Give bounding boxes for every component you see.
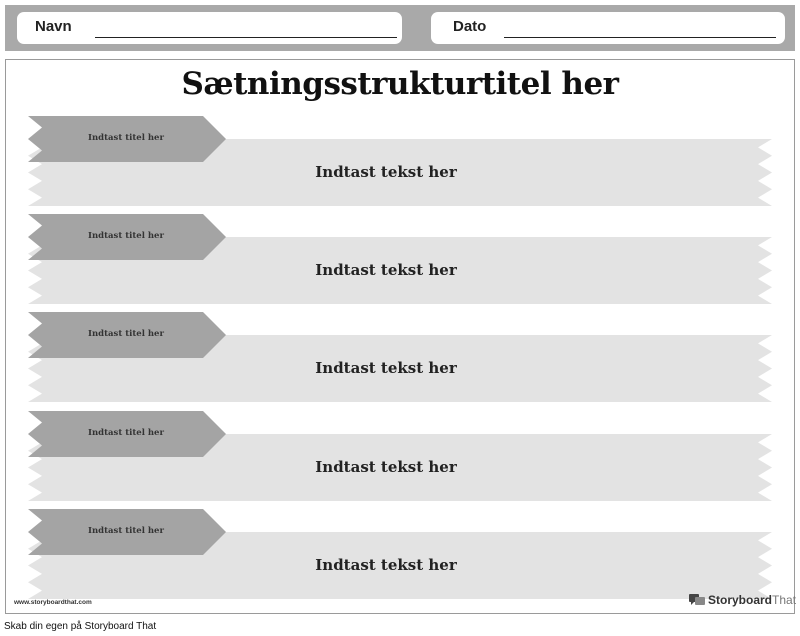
row-title-label[interactable]: Indtast titel her	[88, 231, 164, 241]
sentence-row	[28, 116, 772, 208]
row-body-text[interactable]: Indtast tekst her	[315, 458, 457, 476]
footer-url: www.storyboardthat.com	[14, 599, 92, 606]
row-body-text[interactable]: Indtast tekst her	[315, 261, 457, 279]
row-graphic	[28, 116, 772, 208]
date-label: Dato	[453, 18, 487, 35]
worksheet-title[interactable]: Sætningsstrukturtitel her	[181, 66, 619, 102]
logo-text-storyboard: Storyboard	[708, 593, 773, 607]
row-title-label[interactable]: Indtast titel her	[88, 428, 164, 438]
speech-bubble-icon	[689, 594, 705, 606]
sentence-row	[28, 509, 772, 601]
bottom-credit: Skab din egen på Storyboard That	[4, 621, 157, 632]
row-body-text[interactable]: Indtast tekst her	[315, 359, 457, 377]
date-field[interactable]	[431, 12, 785, 44]
date-line	[504, 37, 776, 38]
storyboardthat-logo	[689, 593, 796, 607]
name-field[interactable]	[17, 12, 402, 44]
row-graphic	[28, 411, 772, 503]
sentence-row	[28, 411, 772, 503]
logo-text-that: That	[772, 593, 797, 607]
sentence-row	[28, 312, 772, 404]
row-title-label[interactable]: Indtast titel her	[88, 329, 164, 339]
row-body-text[interactable]: Indtast tekst her	[315, 556, 457, 574]
name-label: Navn	[35, 18, 72, 35]
header-bar	[5, 5, 795, 51]
row-title-label[interactable]: Indtast titel her	[88, 526, 164, 536]
row-graphic	[28, 509, 772, 601]
sentence-row	[28, 214, 772, 306]
name-line	[95, 37, 397, 38]
row-body-text[interactable]: Indtast tekst her	[315, 163, 457, 181]
row-graphic	[28, 312, 772, 404]
row-title-label[interactable]: Indtast titel her	[88, 133, 164, 143]
row-graphic	[28, 214, 772, 306]
